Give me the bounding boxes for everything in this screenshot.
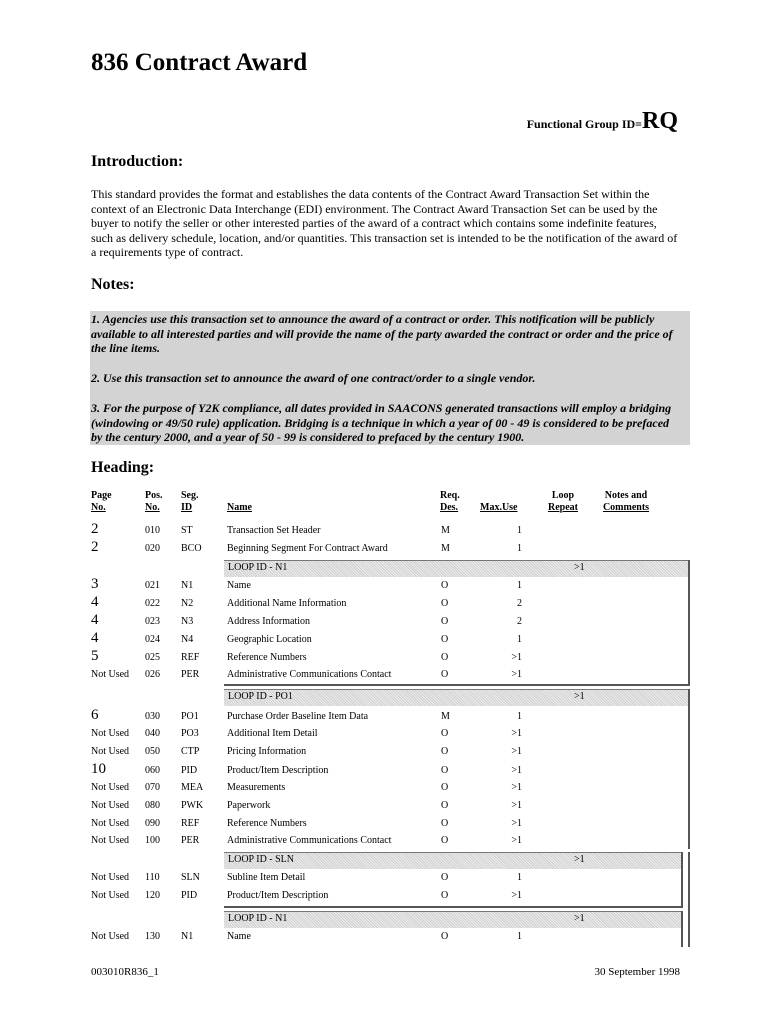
loop-bracket-bottom — [224, 684, 690, 686]
footer-date: 30 September 1998 — [594, 966, 680, 978]
heading-section-title: Heading: — [91, 459, 155, 476]
note-1: 1. Agencies use this transaction set to announce the award of a contract or order. This notification will be publicly available to all interested parties and will provide the name of the party awarded the contract or order and the price of the line items. — [91, 312, 673, 356]
loop-bracket — [688, 852, 690, 947]
col-header-name: Name — [227, 502, 252, 513]
footer-doc-id: 003010R836_1 — [91, 966, 159, 978]
functional-group-id — [527, 108, 678, 135]
loop-label: LOOP ID - N1 — [228, 562, 288, 573]
col-header-req: Req. Des. — [440, 490, 460, 513]
col-header-page: Page No. — [91, 490, 112, 513]
loop-label: LOOP ID - SLN — [228, 854, 295, 865]
loop-label: LOOP ID - PO1 — [228, 691, 293, 702]
loop-header-n1 — [224, 560, 689, 577]
loop-header-po1 — [224, 689, 689, 706]
functional-group-value: RQ — [642, 108, 678, 134]
introduction-heading: Introduction: — [91, 153, 184, 170]
col-header-notes: Notes and Comments — [602, 490, 650, 513]
note-3: 3. For the purpose of Y2K compliance, all dates provided in SAACONS generated transactions will employ a bridging (windowing or 49/50 rule) application. Bridging is a technique in which a year of 00 - 49 is considered to be prefaced by the century 2000, and a year of 50 - 99 is considered to prefaced by the century 1900. — [91, 401, 672, 445]
loop-label: LOOP ID - N1 — [228, 913, 288, 924]
loop-bracket — [681, 911, 683, 947]
loop-bracket-bottom — [224, 906, 683, 908]
loop-bracket — [688, 689, 690, 849]
col-header-pos: Pos. No. — [145, 490, 163, 513]
note-2: 2. Use this transaction set to announce the award of one contract/order to a single vendor. — [91, 371, 536, 385]
introduction-text: This standard provides the format and establishes the data contents of the Contract Award Transaction Set within the context of an Electronic Data Interchange (EDI) environment. The Contract Award Transaction Set can be used by the buyer to notify the seller or other interested parties of the award of a contract which contains some indefinite features, such as delivery schedule, location, and/or quantities. This transaction set is intended to be the notification of the award of a requirements type of contract. — [91, 187, 678, 260]
notes-heading: Notes: — [91, 276, 135, 293]
functional-group-label: Functional Group ID= — [526, 117, 642, 131]
page-title: 836 Contract Award — [91, 49, 308, 76]
loop-bracket — [688, 560, 690, 685]
col-header-maxuse: Max.Use — [480, 502, 518, 513]
col-header-loop: Loop Repeat — [548, 490, 578, 513]
loop-repeat: >1 — [574, 854, 585, 865]
loop-repeat: >1 — [574, 913, 585, 924]
col-header-seg: Seg. ID — [181, 490, 199, 513]
loop-bracket — [681, 852, 683, 907]
loop-repeat: >1 — [574, 562, 585, 573]
loop-repeat: >1 — [574, 691, 585, 702]
loop-header-n1-nested — [224, 911, 682, 928]
